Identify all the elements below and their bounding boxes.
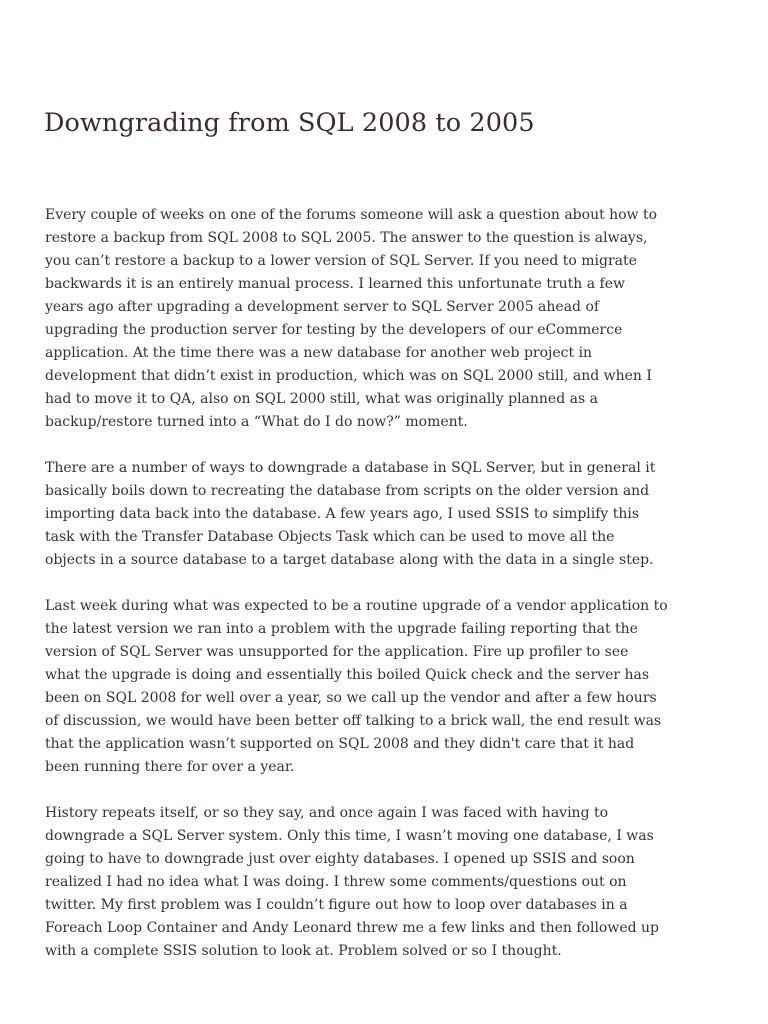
paragraph-line: had to move it to QA, also on SQL 2000 still, what was originally planned as a — [45, 391, 598, 407]
paragraph-line: version of SQL Server was unsupported for the application. Fire up profiler to see — [45, 644, 629, 660]
paragraph-line: task with the Transfer Database Objects Task which can be used to move all the — [45, 529, 615, 545]
paragraph-line: Last week during what was expected to be a routine upgrade of a vendor application to — [45, 598, 668, 614]
paragraph-line: There are a number of ways to downgrade a database in SQL Server, but in general it — [45, 460, 656, 476]
paragraph-line: Every couple of weeks on one of the forums someone will ask a question about how to — [45, 207, 658, 223]
paragraph-3 — [45, 595, 735, 779]
paragraph-line: Foreach Loop Container and Andy Leonard threw me a few links and then followed up — [45, 920, 660, 936]
article-title: Downgrading from SQL 2008 to 2005 — [44, 108, 535, 138]
paragraph-line: realized I had no idea what I was doing. I threw some comments/questions out on — [45, 874, 627, 890]
paragraph-line: what the upgrade is doing and essentially this boiled Quick check and the server has — [45, 667, 650, 683]
paragraph-line: backwards it is an entirely manual process. I learned this unfortunate truth a few — [45, 276, 625, 292]
paragraph-line: restore a backup from SQL 2008 to SQL 2005. The answer to the question is always, — [45, 230, 648, 246]
paragraph-line: with a complete SSIS solution to look at. Problem solved or so I thought. — [45, 943, 562, 959]
paragraph-line: development that didn’t exist in production, which was on SQL 2000 still, and when I — [45, 368, 652, 384]
paragraph-line: upgrading the production server for testing by the developers of our eCommerce — [45, 322, 623, 338]
paragraph-1 — [45, 204, 735, 434]
paragraph-4 — [45, 802, 735, 963]
paragraph-line: History repeats itself, or so they say, and once again I was faced with having to — [45, 805, 609, 821]
paragraph-line: been on SQL 2008 for well over a year, so we call up the vendor and after a few hours — [45, 690, 657, 706]
paragraph-line: application. At the time there was a new database for another web project in — [45, 345, 593, 361]
paragraph-line: backup/restore turned into a “What do I do now?” moment. — [45, 414, 468, 430]
paragraph-line: going to have to downgrade just over eighty databases. I opened up SSIS and soon — [45, 851, 635, 867]
paragraph-line: of discussion, we would have been better off talking to a brick wall, the end result was — [45, 713, 662, 729]
paragraph-line: been running there for over a year. — [45, 759, 295, 775]
paragraph-line: basically boils down to recreating the database from scripts on the older version and — [45, 483, 650, 499]
article-body — [45, 204, 735, 986]
paragraph-line: the latest version we ran into a problem with the upgrade failing reporting that the — [45, 621, 638, 637]
paragraph-line: you can’t restore a backup to a lower version of SQL Server. If you need to migrate — [45, 253, 637, 269]
paragraph-line: downgrade a SQL Server system. Only this time, I wasn’t moving one database, I was — [45, 828, 654, 844]
paragraph-2 — [45, 457, 735, 572]
paragraph-line: importing data back into the database. A few years ago, I used SSIS to simplify this — [45, 506, 640, 522]
paragraph-line: that the application wasn’t supported on SQL 2008 and they didn't care that it had — [45, 736, 635, 752]
paragraph-line: years ago after upgrading a development server to SQL Server 2005 ahead of — [45, 299, 600, 315]
paragraph-line: twitter. My first problem was I couldn’t figure out how to loop over databases in a — [45, 897, 628, 913]
paragraph-line: objects in a source database to a target database along with the data in a single step. — [45, 552, 654, 568]
